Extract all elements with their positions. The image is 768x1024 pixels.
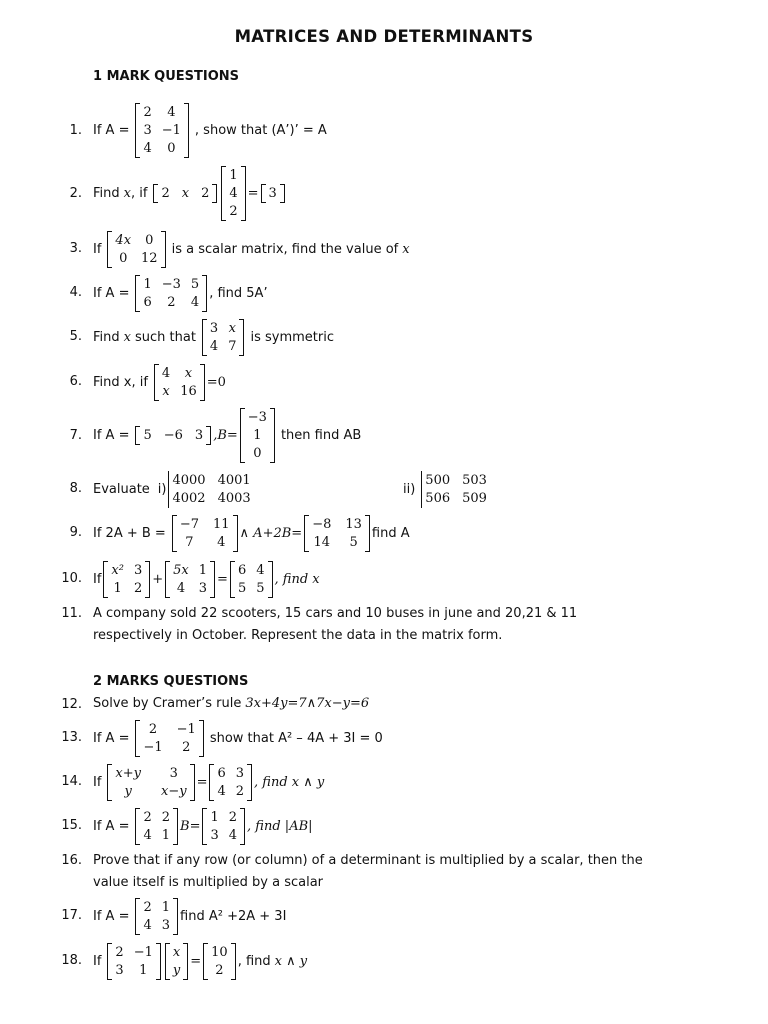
section-heading-1-mark: 1 MARK QUESTIONS [93,69,240,84]
matrix-cell: 3 [209,321,219,336]
matrix-cell: 3 [115,963,124,978]
matrix-cell: 13 [345,517,362,532]
question-text: If A = [93,428,130,443]
matrix-cell: −7 [179,517,199,532]
matrix-cell: 2 [161,186,170,201]
question-number: 7. [69,428,82,443]
question-4 [0,275,768,313]
question-7 [0,408,768,464]
matrix-cell: 6 [237,563,247,578]
matrix-cell: 3 [133,563,143,578]
question-text: , find |AB| [247,819,313,834]
matrix-cell: 503 [462,473,487,488]
matrix-cell: 5 [256,581,265,596]
equation: x ∧ y [274,954,308,969]
matrix-cell: 1 [161,900,171,915]
row-matrix-a [135,426,211,445]
matrix-cell: −1 [143,740,163,755]
matrix-cell: 1 [253,428,262,443]
matrix-cell: −3 [247,410,267,425]
question-number: 16. [61,853,82,868]
matrix-cell: 2 [235,784,245,799]
matrix-cell: −1 [161,123,181,138]
equals-sign: = [190,954,202,969]
equation: 3x+4y=7∧7x−y=6 [245,696,370,711]
matrix-cell: 0 [119,251,128,266]
question-number: 14. [61,774,82,789]
matrix-cell: 3 [198,581,208,596]
question-14 [0,764,768,802]
question-text: , find [237,954,271,969]
question-text: ,B= [213,428,238,443]
matrix-cell: 4 [209,339,219,354]
matrix-cell: 4 [143,918,152,933]
question-text: , show that (A’)’ = A [194,123,327,138]
coefficient-matrix [107,943,160,980]
matrix-2 [304,515,370,552]
question-number: 1. [69,123,82,138]
part-label: ii) [403,482,416,497]
question-15 [0,808,768,846]
matrix-a [135,898,178,935]
matrix-cell: 2 [228,810,238,825]
matrix-cell: 7 [228,339,237,354]
question-16 [0,850,768,896]
matrix-2 [209,764,252,801]
determinant-ii [421,471,490,508]
matrix-cell: 14 [313,535,331,550]
question-number: 10. [61,571,82,586]
question-text: If [93,775,102,790]
section-heading-2-marks: 2 MARKS QUESTIONS [93,674,249,689]
question-text: Solve by Cramer’s rule [93,696,242,711]
question-11 [0,603,768,649]
matrix-cell: 2 [148,722,158,737]
question-number: 11. [61,606,82,621]
question-number: 9. [69,525,82,540]
matrix-cell: −3 [161,277,181,292]
question-5 [0,319,768,357]
matrix-cell: 4 [167,105,176,120]
matrix-cell: 0 [145,233,154,248]
question-3 [0,231,768,269]
matrix-cell: 3 [169,766,178,781]
question-8 [0,471,768,509]
matrix-cell: 2 [229,204,238,219]
matrix-cell: 4000 [172,473,206,488]
question-number: 5. [69,329,82,344]
matrix-cell: 4002 [172,491,206,506]
part-label: i) [157,482,167,497]
matrix-1 [103,561,150,598]
question-text: If A = [93,123,130,138]
matrix-cell: y [172,963,181,978]
matrix-cell: 3 [268,186,277,201]
question-text: Find [93,330,120,345]
question-text: If 2A + B = [93,526,166,541]
matrix-cell: y [124,784,132,799]
variable: x [123,330,131,345]
question-10 [0,561,768,599]
matrix-cell: x [184,366,193,381]
question-text: find A² +2A + 3I [180,909,287,924]
equals-sign: = [196,775,208,790]
matrix-cell: 506 [425,491,451,506]
matrix-cell: 10 [211,945,228,960]
question-text: Evaluate [93,482,150,497]
matrix-cell: x [162,384,170,399]
question-text: If [93,572,102,587]
column-matrix-b [240,408,275,463]
question-12 [0,696,768,716]
matrix-cell: 11 [212,517,230,532]
matrix-cell: 4 [176,581,186,596]
matrix-cell: 4 [228,828,238,843]
matrix-b [202,808,245,845]
matrix-cell: 0 [167,141,176,156]
matrix-1 [107,764,194,801]
result-matrix [261,184,285,203]
matrix-3 [230,561,273,598]
question-number: 3. [69,241,82,256]
question-text: , find 5A’ [209,286,268,301]
matrix-cell: 5 [237,581,247,596]
matrix-cell: −1 [133,945,153,960]
matrix-cell: 1 [210,810,219,825]
matrix-a [135,720,203,757]
matrix-1 [172,515,238,552]
matrix-cell: 6 [217,766,226,781]
matrix-cell: x−y [161,784,187,799]
question-2 [0,166,768,222]
question-number: 12. [61,697,82,712]
question-text: If A = [93,819,130,834]
variable-column [165,943,188,980]
question-1 [0,103,768,159]
matrix-cell: 2 [143,105,152,120]
matrix-cell: 2 [182,740,191,755]
matrix [107,231,165,268]
matrix-cell: −1 [176,722,196,737]
matrix-cell: 3 [143,123,152,138]
matrix-a [135,808,178,845]
question-text: , find x ∧ y [254,775,325,790]
question-13 [0,720,768,758]
variable: x [402,242,410,257]
matrix-cell: x [172,945,181,960]
matrix-cell: 5 [143,428,152,443]
question-text: such that [134,330,196,345]
question-number: 6. [69,374,82,389]
matrix-cell: 1 [229,168,238,183]
determinant-i [168,471,253,508]
matrix-cell: 2 [133,581,143,596]
question-text: If [93,954,102,969]
determinant [154,364,205,401]
matrix-2 [165,561,215,598]
question-text: , if [130,186,148,201]
question-18 [0,943,768,981]
question-text: B= [180,819,201,834]
matrix-cell: 2 [167,295,176,310]
matrix-cell: −6 [163,428,183,443]
question-text: Prove that if any row (or column) of a determinant is multiplied by a scalar, then the value itself is multiplied by a scalar [93,853,643,890]
matrix-cell: 1 [198,563,208,578]
matrix-cell: 3 [161,918,171,933]
question-number: 17. [61,908,82,923]
question-9 [0,515,768,553]
page-title: MATRICES AND DETERMINANTS [234,27,534,46]
question-text: If A = [93,286,130,301]
question-text: ∧ A+2B= [239,526,303,541]
matrix-cell: 5x [173,563,189,578]
matrix-cell: 3 [194,428,204,443]
question-number: 2. [69,186,82,201]
matrix-cell: 1 [113,581,122,596]
matrix-cell: x [181,186,190,201]
question-number: 8. [69,481,82,496]
matrix-cell: 0 [253,446,262,461]
question-number: 18. [61,953,82,968]
question-text: Find [93,186,120,201]
matrix-a [135,103,188,158]
matrix-cell: 2 [115,945,124,960]
matrix-cell: −8 [312,517,332,532]
matrix-cell: 509 [462,491,487,506]
matrix-cell: x [228,321,237,336]
question-text: is symmetric [250,330,334,345]
matrix-cell: 2 [143,810,152,825]
plus-sign: + [152,572,164,587]
question-text: If A = [93,731,130,746]
question-text: Find x, if [93,375,148,390]
equals-sign: = [217,572,228,587]
row-matrix [153,184,217,203]
matrix-cell: 4 [217,535,226,550]
matrix-cell: 4 [190,295,200,310]
matrix-cell: 2 [143,900,152,915]
matrix-cell: 2 [215,963,224,978]
matrix-cell: 500 [425,473,451,488]
question-text: find A [371,526,410,541]
matrix [202,319,245,356]
matrix-cell: 1 [161,828,171,843]
question-text: , find x [274,572,320,587]
matrix-cell: 4x [115,233,132,248]
equals-sign: = [247,186,259,201]
matrix-a [135,275,207,312]
matrix-cell: 12 [141,251,158,266]
matrix-cell: 2 [201,186,210,201]
question-text: If [93,242,102,257]
question-17 [0,898,768,936]
matrix-cell: 4 [161,366,171,381]
question-text: A company sold 22 scooters, 15 cars and 10 buses in june and 20,21 & 11 respectively in October. Represent the data in the matrix form. [93,606,578,643]
question-text: then find AB [280,428,362,443]
matrix-cell: 4 [143,828,152,843]
matrix-cell: 4 [143,141,152,156]
question-number: 15. [61,818,82,833]
question-text: is a scalar matrix, find the value of [171,242,399,257]
matrix-cell: 5 [349,535,358,550]
matrix-cell: 2 [161,810,171,825]
variable: x [123,186,131,201]
matrix-cell: 5 [190,277,200,292]
question-text: If A = [93,909,130,924]
matrix-cell: 4003 [217,491,251,506]
matrix-cell: x+y [115,766,141,781]
question-number: 4. [69,285,82,300]
matrix-cell: 4 [217,784,226,799]
matrix-cell: x² [111,563,124,578]
matrix-cell: 1 [143,277,152,292]
matrix-cell: 7 [185,535,194,550]
matrix-cell: 4 [229,186,238,201]
matrix-cell: 3 [235,766,245,781]
matrix-cell: 6 [143,295,152,310]
question-text: =0 [206,375,226,390]
question-number: 13. [61,730,82,745]
matrix-cell: 16 [180,384,197,399]
matrix-cell: 3 [210,828,219,843]
matrix-cell: 4001 [217,473,251,488]
matrix-cell: 1 [139,963,148,978]
matrix-cell: 4 [256,563,265,578]
result-column [203,943,236,980]
question-6 [0,364,768,402]
question-text: show that A² – 4A + 3I = 0 [209,731,383,746]
column-matrix [221,166,245,221]
